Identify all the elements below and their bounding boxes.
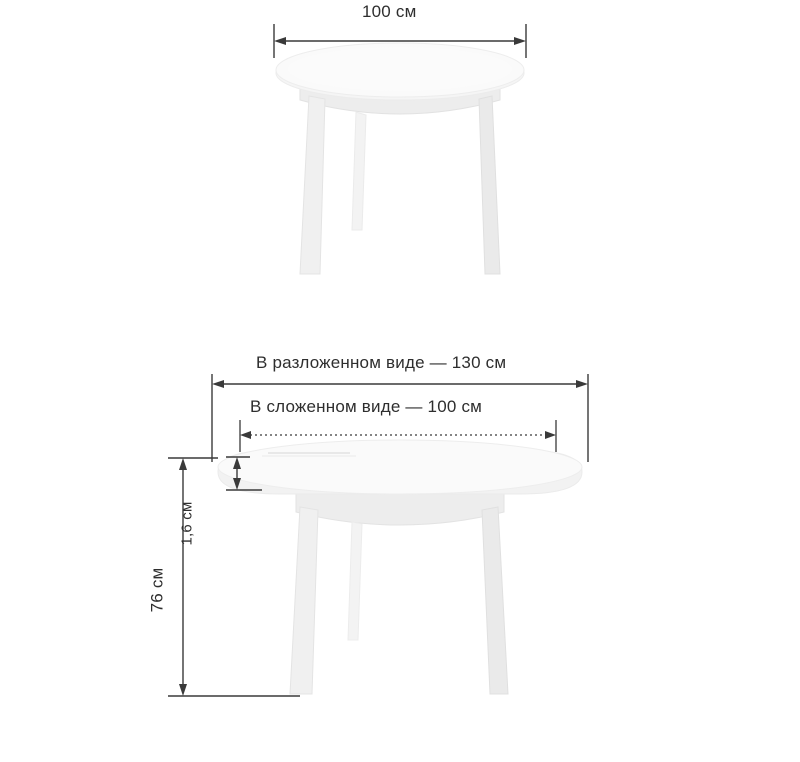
table-extended-graphic <box>218 440 582 694</box>
folded-width-label: В сложенном виде — 100 см <box>250 397 483 416</box>
table-folded-graphic <box>276 43 524 274</box>
extended-width-label: В разложенном виде — 130 см <box>256 353 507 372</box>
top-view-figure <box>0 0 800 320</box>
height-label: 76 см <box>147 567 167 613</box>
thickness-label: 1,6 см <box>178 501 196 546</box>
top-width-label: 100 см <box>362 2 417 21</box>
bottom-view-figure <box>0 322 800 762</box>
